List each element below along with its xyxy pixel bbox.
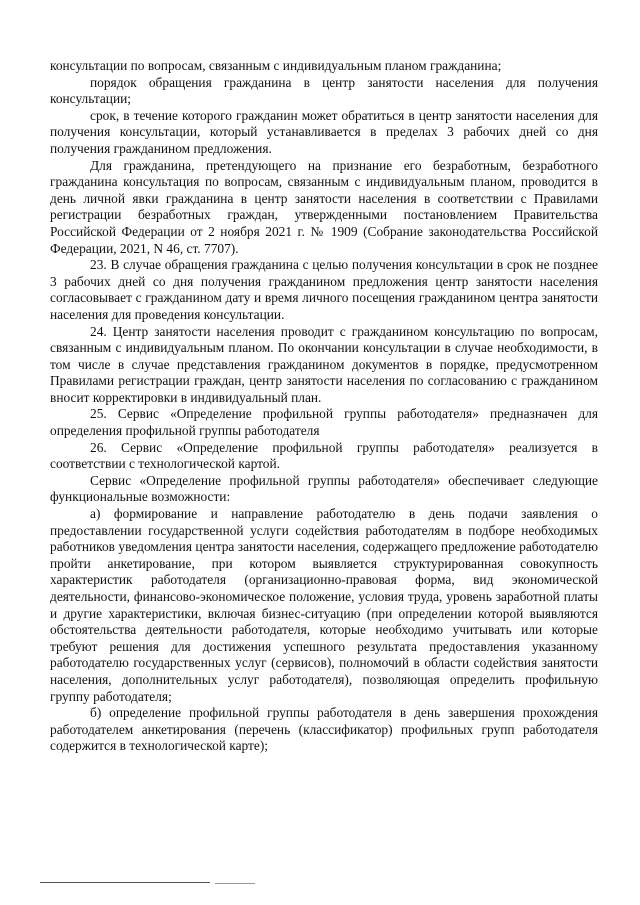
document-page [50, 58, 598, 755]
paragraph-9: Сервис «Определение профильной группы работодателя» обеспечивает следующие функциональные возможности: [50, 472, 598, 505]
paragraph-1: консультации по вопросам, связанным с индивидуальным планом гражданина; [50, 58, 502, 73]
footer-rule-extension [215, 883, 255, 884]
paragraph-3: срок, в течение которого гражданин может обратиться в центр занятости населения для получения консультации, который устанавливается в пределах 3 рабочих дней со дня получения гражданином предложения. [50, 107, 598, 156]
paragraph-4: Для гражданина, претендующего на признание его безработным, безработного гражданина консультация по вопросам, связанным с индивидуальным планом, проводится в день личной явки гражданина в центр занятости населения в соответствии с Правилами регистрации безработных граждан, утвержденными постановлением Правительства Российской Федерации от 2 ноября 2021 г. № 1909 (Собрание законодательства Российской Федерации, 2021, N 46, ст. 7707). [50, 157, 598, 256]
paragraph-6-item-24: 24. Центр занятости населения проводит с гражданином консультацию по вопросам, связанным с индивидуальным планом. По окончании консультации в случае необходимости, в том числе в случае представления гражданином документов в порядке, предусмотренном Правилами регистрации граждан, центр занятости населения по согласованию с гражданином вносит корректировки в индивидуальный план. [50, 323, 598, 405]
paragraph-5-item-23: 23. В случае обращения гражданина с целью получения консультации в срок не позднее 3 рабочих дней со дня получения гражданином предложения центр занятости населения согласовывает с гражданином дату и время личного посещения гражданином центра занятости населения для проведения консультации. [50, 257, 598, 322]
paragraph-7-item-25: 25. Сервис «Определение профильной группы работодателя» предназначен для определения профильной группы работодателя [50, 406, 598, 439]
paragraph-8-item-26: 26. Сервис «Определение профильной группы работодателя» реализуется в соответствии с технологической картой. [50, 439, 598, 472]
paragraph-11-item-b: б) определение профильной группы работодателя в день завершения прохождения работодателем анкетирования (перечень (классификатор) профильных групп работодателя содержится в технологической карте); [50, 705, 598, 754]
paragraph-2: порядок обращения гражданина в центр занятости населения для получения консультации; [50, 74, 598, 107]
footer-rule [40, 882, 210, 883]
paragraph-10-item-a: а) формирование и направление работодателю в день подачи заявления о предоставлении государственной услуги содействия работодателям в подборе необходимых работников уведомления центра занятости населения, содержащего предложение работодателю пройти анкетирование, при котором выявляется структурированная совокупность характеристик работодателя (организационно-правовая форма, вид экономической деятельности, финансово-экономическое положение, условия труда, уровень заработной платы и другие характеристики, включая бизнес-ситуацию (при определении которой выявляются обстоятельства деятельности работодателя, которые необходимо учитывать или которые требуют решения для достижения успешного результата предоставления указанному работодателю государственных услуг (сервисов), полномочий в области содействия занятости населения, дополнительных услуг работодателя), позволяющая определить профильную группу работодателя; [50, 506, 598, 704]
